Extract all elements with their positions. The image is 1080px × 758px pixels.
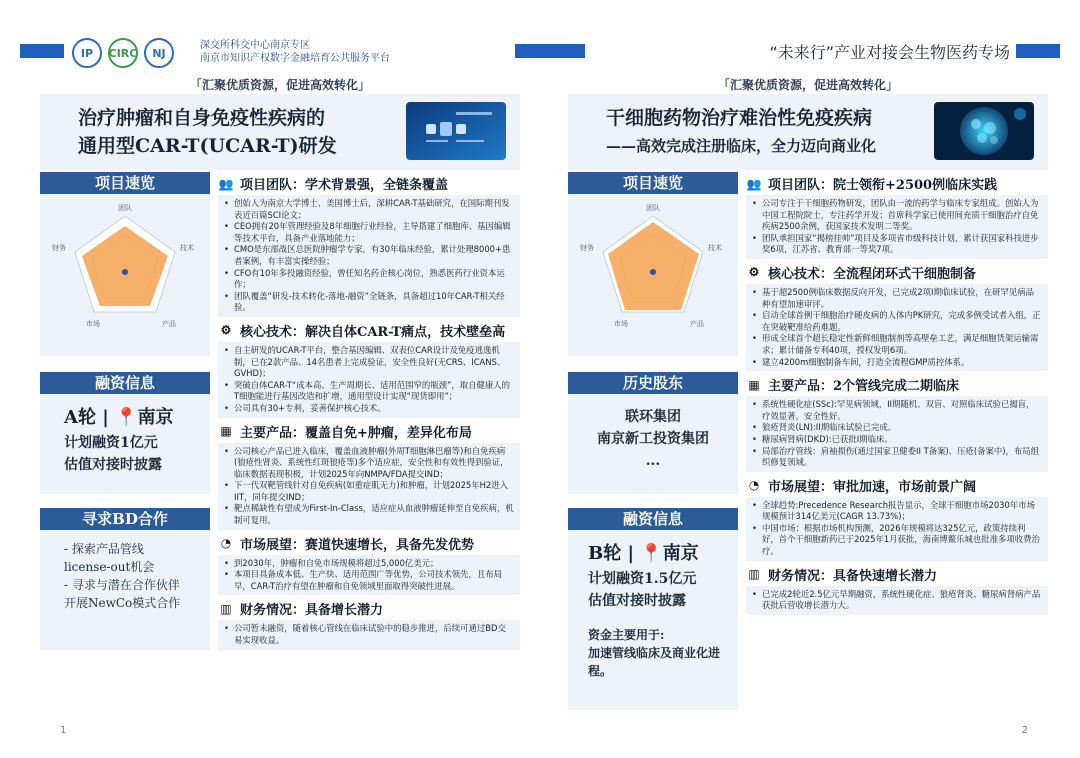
overview-radar-panel	[40, 194, 210, 356]
amount: 计划融资1.5亿元	[588, 571, 697, 587]
radar-label-team: 团队	[646, 204, 660, 212]
holders-panel	[568, 394, 738, 494]
title-line-2: ——高效完成注册临床，全力迈向商业化	[606, 137, 877, 155]
logo-group	[72, 38, 174, 68]
bullet-list	[218, 195, 520, 317]
list-item: • 公司专注于干细胞药物研发，团队由一流的药学与临床专家组成。创始人为中国工程院院士，专注药学开发；首席科学家已使用间充质干细胞治疗自免疾病2500余例，获国家技术发明二等奖。	[752, 198, 1042, 233]
left-sidebar	[40, 172, 210, 650]
header-accent-right	[1016, 44, 1060, 58]
bullet-list	[746, 195, 1048, 259]
bd-item: - 寻求与潜在合作伙伴	[64, 578, 180, 592]
section-heading	[746, 375, 1048, 394]
overview-radar-panel	[568, 194, 738, 356]
bd-item: license-out机会	[64, 560, 155, 574]
page-right	[568, 72, 1048, 742]
location-pin-icon: 📍	[640, 543, 663, 564]
section-heading	[218, 174, 520, 193]
bullet-list	[218, 555, 520, 596]
list-item: • 公司具有30+专利，妥善保护核心技术。	[224, 403, 514, 415]
product-icon: ▦	[748, 377, 760, 392]
list-item: • 创始人为南京大学博士、美国博士后，深耕CAR-T基础研究，在国际期刊发表近百篇SCI论文；	[224, 198, 514, 221]
brain-icon: ⚙	[748, 265, 760, 280]
finance-header: 融资信息	[568, 508, 738, 530]
section-title: 项目团队：学术背景强，全链条覆盖	[240, 178, 449, 193]
organization-name	[200, 39, 390, 65]
section-heading	[746, 263, 1048, 282]
bd-item: 开展NewCo模式合作	[64, 596, 181, 610]
pie-chart-icon: ◔	[220, 536, 232, 551]
finance-header: 融资信息	[40, 372, 210, 394]
section-title: 财务情况：具备快速增长潜力	[768, 568, 938, 584]
project-title	[606, 104, 876, 160]
list-item: • 下一代双靶管线针对自免疾病(如重症肌无力)和肿瘤，计划2025年H2进入IIT，同年提交IND；	[224, 480, 514, 503]
radar-center	[650, 269, 656, 275]
list-item: • 形成全球首个超长稳定性新鲜细胞制剂等高壁垒工艺，满足细胞货架运输需求；累计储备专利40项，授权发明6项。	[752, 333, 1042, 356]
left-sidebar	[568, 172, 738, 710]
project-title	[78, 104, 337, 160]
section-title: 核心技术：解决自体CAR-T痛点，技术壁垒高	[240, 324, 506, 340]
team-icon: 👥	[746, 176, 762, 191]
bullet-list	[746, 396, 1048, 472]
use-text: 加速管线临床及商业化进程。	[588, 646, 721, 678]
radar-label-team: 团队	[118, 204, 132, 212]
circ-logo-icon: CIRC	[108, 38, 138, 68]
overview-header: 项目速览	[40, 172, 210, 194]
section-title: 市场展望：审批加速，市场前景广阔	[768, 479, 977, 495]
valuation: 估值对接时披露	[588, 593, 686, 609]
list-item: • 自主研发的UCAR-T平台，整合基因编辑、双表位CAR设计及免疫逃逸机制，已在2款产品、14名患者上完成验证，安全性良好(无CRS、ICANS、GVHD)；	[224, 345, 514, 380]
section-title: 财务情况：具备增长潜力	[240, 603, 384, 619]
bullet-list	[218, 342, 520, 418]
section-heading	[218, 321, 520, 340]
org-line-2: 南京市知识产权数字金融培育公共服务平台	[200, 53, 390, 64]
section-heading	[746, 174, 1048, 193]
overview-header: 项目速览	[568, 172, 738, 194]
radar-label-tech: 技术	[180, 244, 194, 252]
round-city: B轮 | 📍南京	[588, 543, 699, 564]
finance-panel	[568, 530, 738, 710]
radar-label-market: 市场	[86, 320, 100, 328]
team-icon: 👥	[218, 176, 234, 191]
section-heading	[746, 476, 1048, 495]
product-icon: ▦	[220, 424, 232, 438]
radar-label-tech: 技术	[708, 244, 722, 252]
list-item: • 狼疮肾炎(LN):II期临床试验已完成。	[752, 422, 1042, 434]
title-line-2: 通用型CAR-T(UCAR-T)研发	[78, 135, 337, 157]
pie-chart-icon: ◔	[748, 478, 760, 493]
title-line-1: 干细胞药物治疗难治性免疫疾病	[606, 107, 873, 129]
radar-label-finance: 财务	[52, 244, 66, 252]
holders-header: 历史股东	[568, 372, 738, 394]
bullet-list	[218, 620, 520, 649]
list-item: • 全球趋势:Precedence Research报告显示，全球干细胞市场2030年市场规模预计314亿美元(CAGR 13.73%)；	[752, 500, 1042, 523]
bar-chart-icon: ▥	[220, 601, 232, 616]
seal-logo-icon: NJ	[144, 38, 174, 68]
radar-label-market: 市场	[614, 320, 628, 328]
list-item: • 启动全球首例干细胞治疗硬皮病的人体内PK研究，完成多例受试者入组，正在突破靶准给药难题。	[752, 310, 1042, 333]
radar-label-product: 产品	[162, 320, 176, 328]
radar-chart	[40, 194, 210, 352]
radar-label-product: 产品	[690, 320, 704, 328]
list-item: • 本项目具备成本低、生产快、适用范围广等优势，公司技术领先，且布局早，CAR-T治疗有望在肿瘤和自免领域里面取得突破性进展。	[224, 569, 514, 592]
city: 南京	[662, 543, 699, 564]
section-title: 核心技术：全流程闭环式干细胞制备	[768, 266, 977, 282]
radar-center	[122, 269, 128, 275]
list-item: • 到2030年，肿瘤和自免市场规模将超过5,000亿美元；	[224, 558, 514, 570]
section-title: 主要产品：覆盖自免+肿瘤，差异化布局	[240, 425, 472, 441]
use-label: 资金主要用于:	[588, 628, 665, 642]
page-left	[40, 72, 520, 742]
section-title: 市场展望：赛道快速增长，具备先发优势	[240, 537, 475, 553]
list-item: • 局部治疗管线：肩袖损伤(通过国家卫健委II T备案)、压疮(备案中)，布局组织修复领域。	[752, 446, 1042, 469]
document-illustration	[406, 102, 506, 160]
page-number: 2	[1021, 725, 1028, 736]
round-city: A轮 | 📍南京	[64, 407, 174, 428]
list-item: • 靶点稀缺性有望成为First-In-Class，适应症从血液肿瘤延伸至自免疾病，机制可复用。	[224, 503, 514, 526]
list-item: • 团队覆盖“研发-技术转化-落地-融资”全链条，具备超过10年CAR-T相关经验。	[224, 291, 514, 314]
bar-chart-icon: ▥	[748, 567, 760, 582]
ip-logo-icon: IP	[72, 38, 102, 68]
round: B轮	[588, 543, 622, 564]
list-item: • CFO有10年多投融资经验，曾任知名药企核心岗位，熟悉医药行业资本运作；	[224, 268, 514, 291]
bd-panel	[40, 530, 210, 650]
list-item: • 已完成2轮近2.5亿元早期融资，系统性硬化症、狼疮肾炎、糖尿病肾病产品获批后营收增长潜力大。	[752, 589, 1042, 612]
bullet-list	[218, 443, 520, 530]
header-accent-mid	[515, 44, 585, 58]
section-heading	[218, 534, 520, 553]
location-pin-icon: 📍	[115, 407, 138, 428]
tagline: 「汇聚优质资源，促进高效转化」	[717, 78, 898, 92]
brain-icon: ⚙	[220, 323, 232, 338]
right-sections	[746, 172, 1048, 619]
list-item: • 团队承担国家“揭榜挂帅”项目及多项省市级科技计划，累计获国家科技进步奖6项，江苏省、教育部一等奖7项。	[752, 233, 1042, 256]
valuation: 估值对接时披露	[64, 457, 162, 473]
section-title: 主要产品：2个管线完成二期临床	[768, 379, 960, 395]
bullet-list	[746, 586, 1048, 615]
holder-item: ...	[645, 453, 661, 469]
header-accent-left	[20, 44, 64, 58]
bd-item: - 探索产品管线	[64, 542, 144, 556]
page-number: 1	[60, 725, 67, 736]
section-heading	[218, 599, 520, 618]
event-title: “未来行”产业对接会生物医药专场	[769, 43, 1010, 62]
finance-panel	[40, 394, 210, 494]
radar-chart	[568, 194, 738, 352]
bullet-list	[746, 284, 1048, 371]
section-title: 项目团队：院士领衔+2500例临床实践	[768, 178, 998, 193]
left-sections	[218, 172, 520, 654]
radar-label-finance: 财务	[580, 244, 594, 252]
list-item: • 公司核心产品已进入临床，覆盖血液肿瘤(外周T细胞淋巴瘤等)和自免疾病(狼疮性肾炎、系统性红斑狼疮等)多个适应症，安全性和有效性得到验证，临床数据表现积极，计划2025年向NMPA/FDA提交IND；	[224, 446, 514, 481]
list-item: • 基于超2500例临床数据反向开发，已完成2项I期临床试验，在研罕见病品种有望加速审评。	[752, 287, 1042, 310]
section-heading	[746, 565, 1048, 584]
org-line-1: 深交所科交中心南京专区	[200, 40, 310, 51]
holder-item: 南京新工投资集团	[597, 431, 709, 447]
list-item: • 糖尿病肾病(DKD):已获批I期临床。	[752, 434, 1042, 446]
title-box	[568, 94, 1048, 170]
list-item: • 公司暂未融资，随着核心管线在临床试验中的稳步推进，后续可通过BD交易实现收益。	[224, 623, 514, 646]
section-heading	[218, 422, 520, 441]
list-item: • CEO拥有20年管理经验及8年细胞行业经验，主导搭建了细胞库、基因编辑等技术平台，具备产业落地能力；	[224, 221, 514, 244]
title-line-1: 治疗肿瘤和自身免疫性疾病的	[78, 107, 326, 129]
bd-header: 寻求BD合作	[40, 508, 210, 530]
stem-cell-illustration	[934, 102, 1034, 160]
city: 南京	[137, 407, 174, 428]
amount: 计划融资1亿元	[64, 435, 158, 451]
list-item: • 建立4200m细胞制备车间，打造全流程GMP质控体系。	[752, 357, 1042, 369]
tagline: 「汇聚优质资源，促进高效转化」	[189, 78, 370, 92]
list-item: • 中国市场：根据市场机构预测，2026年规模将达325亿元，政策持续利好，首个干细胞新药已于2025年1月获批，海南博鳌乐城也批准多项收费治疗。	[752, 523, 1042, 558]
round: A轮	[64, 407, 96, 428]
list-item: • 系统性硬化症(SSc):罕见病领域，II期随机、双盲、对照临床试验已揭盲，疗效显著，安全性好。	[752, 399, 1042, 422]
list-item: • CMO是东部战区总医院肿瘤学专家，有30年临床经验，累计处理8000+患者案例，有丰富实操经验；	[224, 244, 514, 267]
bullet-list	[746, 497, 1048, 561]
list-item: • 突破自体CAR-T“成本高、生产周期长、适用范围窄的瓶颈”，取自健康人的T细胞能进行基因改造和扩增，通用型设计实现“现货即用”；	[224, 380, 514, 403]
title-box	[40, 94, 520, 170]
holder-item: 联环集团	[625, 409, 681, 425]
